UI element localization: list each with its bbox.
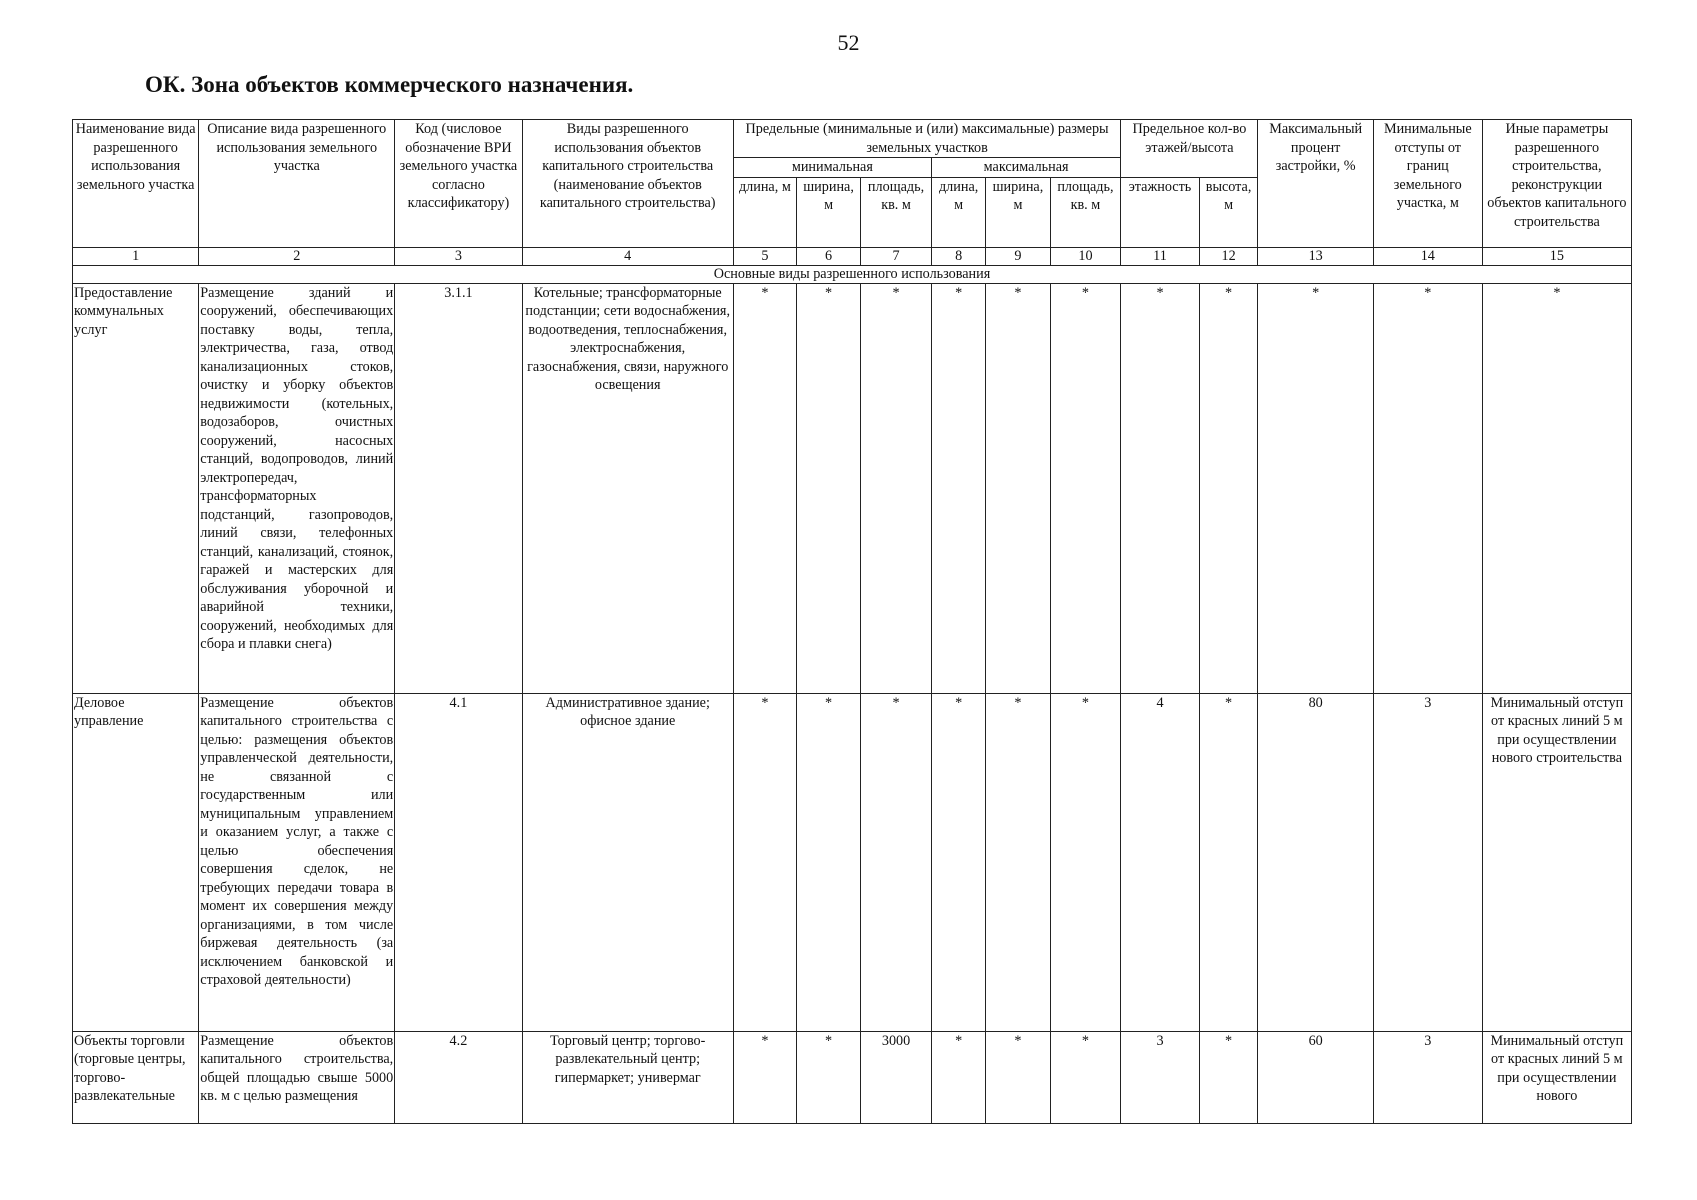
header-maximum: максимальная	[931, 158, 1120, 178]
column-number: 12	[1199, 247, 1258, 265]
header-description: Описание вида разрешенного использования земельного участка	[199, 120, 395, 248]
header-name: Наименование вида разрешенного использования земельного участка	[73, 120, 199, 248]
page-number: 52	[837, 30, 860, 55]
zoning-table	[72, 119, 1632, 1124]
column-number: 13	[1258, 247, 1373, 265]
header-max-width: ширина, м	[986, 177, 1050, 247]
cell-value: *	[1258, 283, 1373, 693]
page-title: ОК. Зона объектов коммерческого назначения.	[145, 72, 634, 97]
table-row	[73, 283, 1632, 693]
header-other-params: Иные параметры разрешенного строительства, реконструкции объектов капитального строительства	[1482, 120, 1631, 248]
cell-value: *	[733, 283, 796, 693]
header-min-length: длина, м	[733, 177, 796, 247]
cell-value: 80	[1258, 693, 1373, 1031]
column-number: 7	[861, 247, 932, 265]
column-number: 14	[1373, 247, 1482, 265]
column-number: 9	[986, 247, 1050, 265]
cell-value: 3	[1373, 1031, 1482, 1123]
header-min-setbacks: Минимальные отступы от границ земельного участка, м	[1373, 120, 1482, 248]
column-number: 10	[1050, 247, 1121, 265]
column-number: 2	[199, 247, 395, 265]
column-number-row	[73, 247, 1632, 265]
cell-value: *	[1050, 283, 1121, 693]
cell-description: Размещение объектов капитального строительства с целью: размещения объектов управленческой деятельности, не связанной с государственным или муниципальным управлением и оказанием услуг, а также с целью обеспечения совершения сделок, не требующих передачи товара в момент их совершения между организациями, в том числе биржевая деятельность (за исключением банковской и страховой деятельности)	[199, 693, 395, 1031]
cell-objects: Административное здание; офисное здание	[522, 693, 733, 1031]
cell-value: *	[986, 283, 1050, 693]
cell-value: 60	[1258, 1031, 1373, 1123]
column-number: 8	[931, 247, 985, 265]
header-max-length: длина, м	[931, 177, 985, 247]
cell-description: Размещение объектов капитального строительства, общей площадью свыше 5000 кв. м с целью размещения	[199, 1031, 395, 1123]
column-number: 6	[796, 247, 860, 265]
header-floors-height: Предельное кол-во этажей/высота	[1121, 120, 1258, 178]
column-number: 11	[1121, 247, 1199, 265]
column-number: 5	[733, 247, 796, 265]
cell-code: 4.1	[395, 693, 522, 1031]
column-number: 4	[522, 247, 733, 265]
cell-value: 3	[1373, 693, 1482, 1031]
cell-name: Предоставление коммунальных услуг	[73, 283, 199, 693]
column-number: 1	[73, 247, 199, 265]
cell-name: Объекты торговли (торговые центры, торгово-развлекательные	[73, 1031, 199, 1123]
header-minimum: минимальная	[733, 158, 931, 178]
cell-value: *	[796, 283, 860, 693]
header-plot-sizes: Предельные (минимальные и (или) максимальные) размеры земельных участков	[733, 120, 1121, 158]
cell-value: *	[931, 1031, 985, 1123]
column-number: 3	[395, 247, 522, 265]
cell-value: *	[1121, 283, 1199, 693]
header-max-coverage: Максимальный процент застройки, %	[1258, 120, 1373, 248]
cell-value: *	[733, 693, 796, 1031]
cell-value: *	[986, 1031, 1050, 1123]
cell-objects: Котельные; трансформаторные подстанции; сети водоснабжения, водоотведения, теплоснабжения, электроснабжения, газоснабжения, связи, наружного освещения	[522, 283, 733, 693]
column-number: 15	[1482, 247, 1631, 265]
header-objects: Виды разрешенного использования объектов капитального строительства (наименование объектов капитального строительства)	[522, 120, 733, 248]
cell-value: *	[1373, 283, 1482, 693]
cell-value: *	[1050, 1031, 1121, 1123]
table-row	[73, 693, 1632, 1031]
cell-code: 4.2	[395, 1031, 522, 1123]
cell-value: *	[986, 693, 1050, 1031]
cell-value: Минимальный отступ от красных линий 5 м при осуществлении нового	[1482, 1031, 1631, 1123]
cell-value: *	[1199, 693, 1258, 1031]
cell-value: *	[1199, 283, 1258, 693]
header-min-area: площадь, кв. м	[861, 177, 932, 247]
cell-value: 3	[1121, 1031, 1199, 1123]
cell-value: *	[796, 693, 860, 1031]
cell-objects: Торговый центр; торгово-развлекательный центр; гипермаркет; универмаг	[522, 1031, 733, 1123]
header-code: Код (числовое обозначение ВРИ земельного участка согласно классификатору)	[395, 120, 522, 248]
cell-value: Минимальный отступ от красных линий 5 м при осуществлении нового строительства	[1482, 693, 1631, 1031]
header-floors: этажность	[1121, 177, 1199, 247]
cell-value: 4	[1121, 693, 1199, 1031]
cell-value: *	[733, 1031, 796, 1123]
cell-value: *	[1050, 693, 1121, 1031]
cell-value: *	[861, 283, 932, 693]
cell-value: *	[1199, 1031, 1258, 1123]
cell-value: *	[931, 283, 985, 693]
header-min-width: ширина, м	[796, 177, 860, 247]
cell-name: Деловое управление	[73, 693, 199, 1031]
cell-value: *	[796, 1031, 860, 1123]
cell-description: Размещение зданий и сооружений, обеспечивающих поставку воды, тепла, электричества, газа, отвод канализационных стоков, очистку и уборку объектов недвижимости (котельных, водозаборов, очистных сооружений, насосных станций, водопроводов, линий электропередач, трансформаторных подстанций, газопроводов, линий связи, телефонных станций, канализаций, стоянок, гаражей и мастерских для обслуживания уборочной и аварийной техники, сооружений, необходимых для сбора и плавки снега)	[199, 283, 395, 693]
cell-code: 3.1.1	[395, 283, 522, 693]
cell-value: 3000	[861, 1031, 932, 1123]
cell-value: *	[931, 693, 985, 1031]
header-max-area: площадь, кв. м	[1050, 177, 1121, 247]
table-row	[73, 1031, 1632, 1123]
cell-value: *	[1482, 283, 1631, 693]
cell-value: *	[861, 693, 932, 1031]
header-height: высота, м	[1199, 177, 1258, 247]
section-title: Основные виды разрешенного использования	[73, 265, 1632, 283]
